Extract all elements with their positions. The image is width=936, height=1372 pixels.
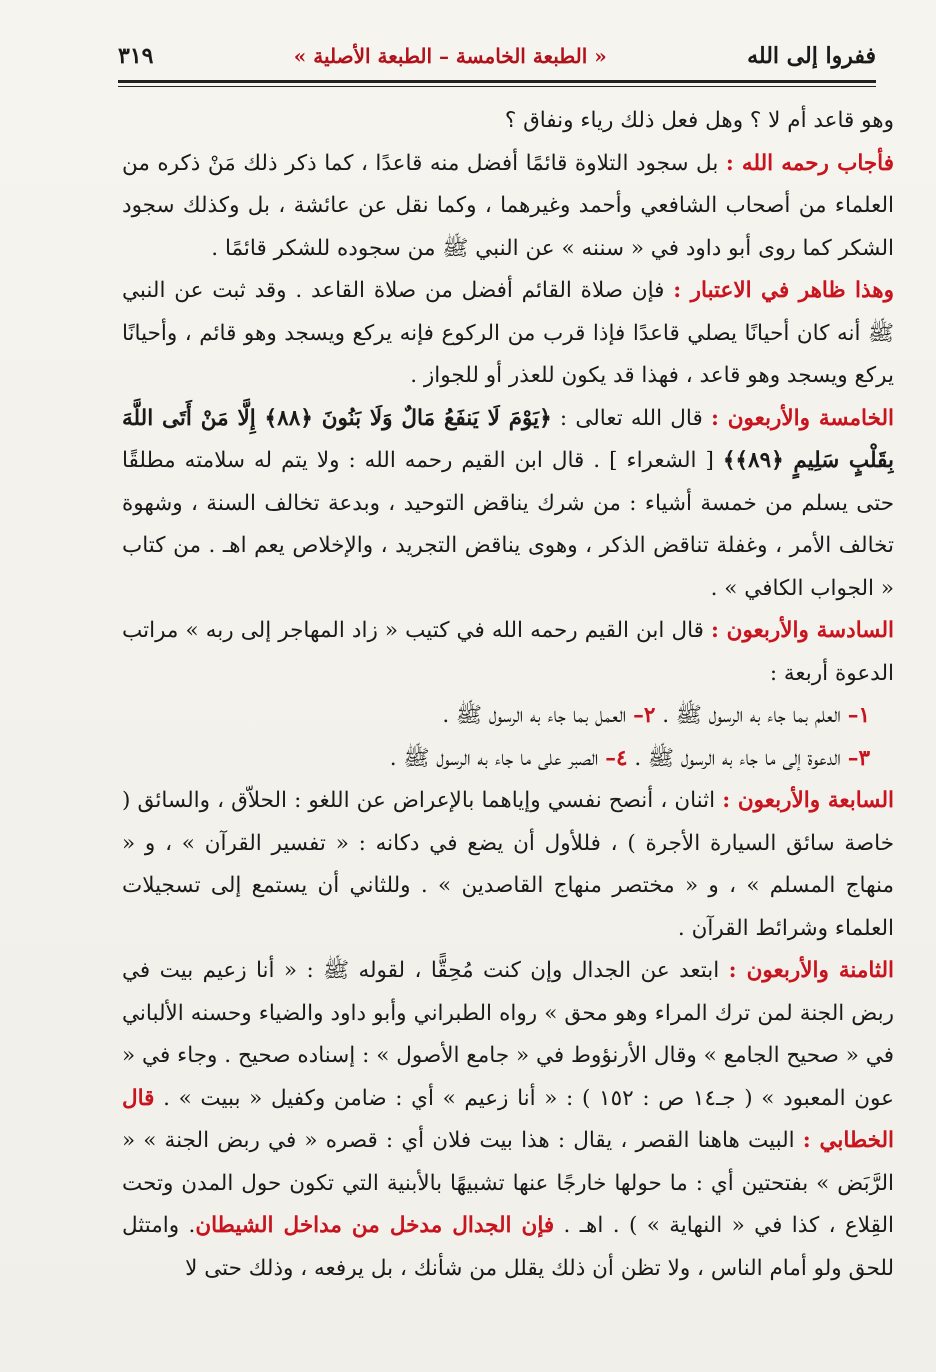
paragraph-intro bbox=[122, 100, 894, 143]
page-body bbox=[122, 100, 894, 1352]
item-46-text: قال ابن القيم رحمه الله في كتيب « زاد المهاجر إلى ربه » مراتب الدعوة أربعة : bbox=[122, 618, 894, 686]
jidal-highlight: فإن الجدال مدخل من مداخل الشيطان bbox=[195, 1213, 555, 1238]
item-47-text: اثنان ، أنصح نفسي وإياهما بالإعراض عن اللغو : الحلاّق ، والسائق ( خاصة سائق السيارة الأجرة ) ، فللأول أن يضع في دكانه : « تفسير القرآن » ، و « منهاج المسلم » ، و « مختصر منهاج القاصدين » . وللثاني أن يستمع إلى تسجيلات العلماء وشرائط القرآن . bbox=[122, 788, 894, 941]
list-num-2: ٢– bbox=[633, 703, 656, 728]
page-number: ٣١٩ bbox=[118, 43, 154, 69]
header-divider bbox=[118, 80, 876, 87]
answer-text: بل سجود التلاوة قائمًا أفضل منه قاعدًا ، كما ذكر ذلك مَنْ ذكره من العلماء من أصحاب الشافعي وأحمد وغيرهما ، وكما نقل عن عائشة ، بل وكذلك سجود الشكر كما روى أبو داود في « سننه » عن النبي ﷺ من سجوده للشكر قائمًا . bbox=[122, 150, 894, 261]
intro-text: وهو قاعد أم لا ؟ وهل فعل ذلك رياء ونفاق ؟ bbox=[504, 108, 894, 133]
list-item-3: الدعوة إلى ما جاء به الرسول ﷺ . bbox=[627, 745, 848, 771]
list-item-2: العمل بما جاء به الرسول ﷺ . bbox=[442, 703, 634, 728]
item-45-text: [ الشعراء ] . قال ابن القيم رحمه الله : ولا يتم له سلامته مطلقًا حتى يسلم من خمسة أشياء : من شرك يناقض التوحيد ، وبدعة تخالف السنة ، وشهوة تخالف الأمر ، وغفلة تناقض الذكر ، وهوى يناقض التجريد ، والإخلاص يعم اهـ . من كتاب « الجواب الكافي » . bbox=[122, 448, 894, 601]
list-item-4: الصبر على ما جاء به الرسول ﷺ . bbox=[389, 745, 606, 771]
item-47-label: السابعة والأربعون : bbox=[722, 788, 894, 813]
answer-label: فأجاب رحمه الله : bbox=[725, 150, 894, 176]
closing-text: . وامتثل للحق ولو أمام الناس ، ولا تظن أن ذلك يقلل من شأنك ، بل يرفعه ، وذلك حتى لا bbox=[122, 1213, 894, 1281]
page-header bbox=[118, 36, 876, 76]
list-line-1 bbox=[122, 695, 894, 738]
item-46-label: السادسة والأربعون : bbox=[710, 618, 894, 643]
khattabi-label: قال الخطابي : bbox=[122, 1085, 894, 1153]
list-num-1: ١– bbox=[847, 703, 870, 728]
quran-verse: ﴿يَوْمَ لَا يَنفَعُ مَالٌ وَلَا بَنُونَ ﴿٨٨﴾ إِلَّا مَنْ أَتَى اللَّهَ بِقَلْبٍ سَلِيمٍ ﴿٨٩﴾﴾ bbox=[122, 405, 894, 473]
list-num-3: ٣– bbox=[847, 745, 870, 771]
edition-label: « الطبعة الخامسة – الطبعة الأصلية » bbox=[293, 44, 607, 68]
item-45-intro: قال الله تعالى : bbox=[551, 405, 711, 431]
book-title: ففروا إلى الله bbox=[747, 43, 876, 69]
paragraph-48 bbox=[122, 950, 894, 1290]
list-num-4: ٤– bbox=[605, 745, 628, 771]
khattabi-text: البيت هاهنا القصر ، يقال : هذا بيت فلان أي : قصره « في ربض الجنة » « الرَّبَض » بفتحتين أي : ما حولها خارجًا عنها تشبيهًا بالأبنية التي تكون حول المدن وتحت القِلاع ، كذا في « النهاية » ) . اهـ . bbox=[122, 1128, 894, 1238]
item-48-text: ابتعد عن الجدال وإن كنت مُحِقًّا ، لقوله ﷺ : « أنا زعيم بيت في ربض الجنة لمن ترك المراء وهو محق » رواه الطبراني وأبو داود والضياء وحسنه الألباني في « صحيح الجامع » وقال الأرنؤوط في « جامع الأصول » : إسناده صحيح . وجاء في « عون المعبود » ( جـ١٤ ص : ١٥٢ ) : « أنا زعيم » أي : ضامن وكفيل « ببيت » . bbox=[122, 958, 894, 1111]
item-45-label: الخامسة والأربعون : bbox=[710, 405, 894, 431]
paragraph-46 bbox=[122, 610, 894, 695]
paragraph-45 bbox=[122, 398, 894, 611]
item-48-label: الثامنة والأربعون : bbox=[728, 958, 894, 983]
list-line-2 bbox=[122, 738, 894, 781]
reasoning-label: وهذا ظاهر في الاعتبار : bbox=[673, 278, 894, 303]
paragraph-47 bbox=[122, 780, 894, 950]
list-item-1: العلم بما جاء به الرسول ﷺ . bbox=[655, 703, 848, 728]
reasoning-text: فإن صلاة القائم أفضل من صلاة القاعد . وقد ثبت عن النبي ﷺ أنه كان أحيانًا يصلي قاعدًا فإذا قرب من الركوع فإنه يركع ويسجد وهو قائم ، وأحيانًا يركع ويسجد وهو قاعد ، فهذا قد يكون للعذر أو للجواز . bbox=[122, 278, 894, 388]
paragraph-answer bbox=[122, 143, 894, 271]
paragraph-reasoning bbox=[122, 270, 894, 398]
